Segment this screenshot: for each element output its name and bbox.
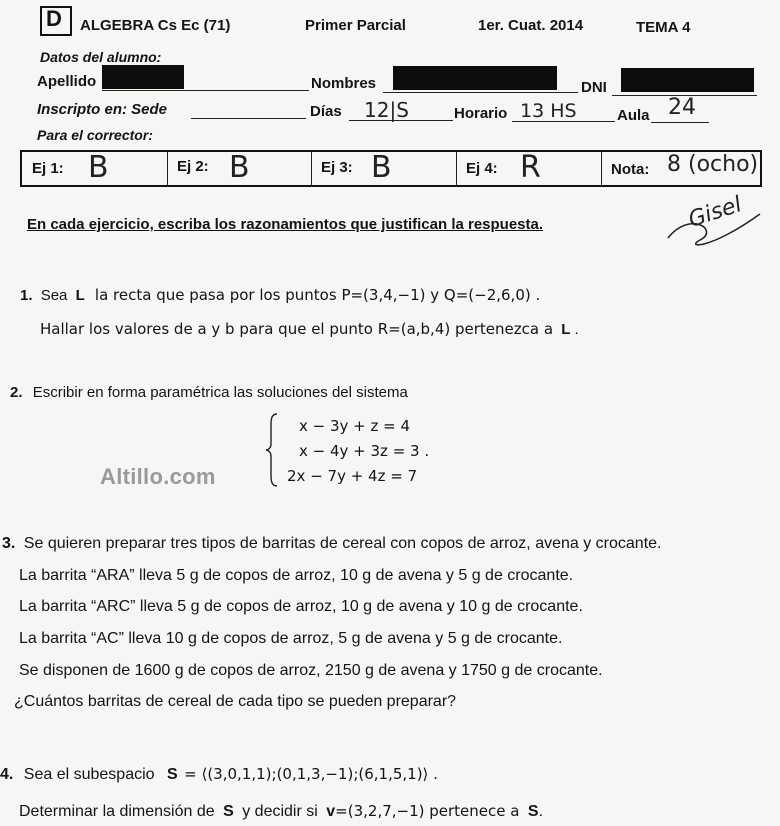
apellido-redaction — [102, 65, 184, 89]
exam-term: 1er. Cuat. 2014 — [478, 17, 584, 34]
exercise-4-text-b: Determinar la dimensión de — [19, 803, 215, 820]
exercise-3 — [2, 535, 661, 553]
exam-name: Primer Parcial — [305, 17, 406, 34]
exercise-4-subspace-symbol: S — [167, 766, 178, 783]
grade-cell-ej3-mark: B — [371, 150, 392, 185]
exercise-2 — [10, 384, 408, 401]
exercise-1-text-d: Hallar los valores de a y b para que el punto R=(a,b,4) pertenezca a — [40, 320, 554, 338]
exercise-4-vector-symbol: v — [326, 803, 336, 820]
nombres-label: Nombres — [311, 75, 377, 92]
exercise-2-number: 2. — [10, 384, 23, 401]
inscripto-label: Inscripto en: Sede — [37, 101, 168, 118]
signature-stroke — [660, 190, 770, 260]
exercise-4-text-a: Sea el subespacio — [23, 766, 155, 783]
dias-label: Días — [310, 103, 342, 120]
exam-tema: TEMA 4 — [636, 19, 691, 36]
exercise-3-line-1: Se quieren preparar tres tipos de barritas de cereal con copos de arroz, avena y crocante. — [23, 535, 662, 552]
dni-label: DNI — [581, 79, 607, 96]
exercise-4-period: . — [538, 803, 544, 820]
grade-cell-ej1 — [22, 152, 168, 185]
horario-label: Horario — [454, 105, 508, 122]
grade-cell-ej4-label: Ej 4: — [466, 160, 498, 177]
system-brace — [264, 412, 280, 488]
grade-cell-nota — [601, 152, 760, 185]
exercise-4-vector-def: =(3,2,7,−1) pertenece a — [335, 802, 520, 820]
exercise-1-text-c: la recta que pasa por los puntos P=(3,4,−1) y Q=(−2,6,0) . — [94, 286, 541, 304]
aula-line — [651, 122, 709, 123]
watermark: Altillo.com — [100, 464, 216, 489]
grade-cell-ej3-label: Ej 3: — [321, 159, 353, 176]
nombres-line — [383, 92, 578, 93]
exercise-1-number: 1. — [20, 287, 33, 304]
exercise-1-line-symbol: L — [75, 287, 85, 304]
apellido-line — [102, 90, 309, 91]
system-equation-2: x − 4y + 3z = 3 . — [299, 442, 430, 460]
exercise-4-subspace-symbol-2: S — [223, 803, 234, 820]
exercise-3-line-6: ¿Cuántos barritas de cereal de cada tipo se pueden preparar? — [14, 693, 457, 710]
exercise-3-line-4: La barrita “AC” lleva 10 g de copos de arroz, 5 g de avena y 5 g de crocante. — [19, 630, 563, 647]
exercise-4 — [0, 765, 438, 784]
exercise-2-text: Escribir en forma paramétrica las soluciones del sistema — [32, 384, 408, 401]
grade-cell-ej2-mark: B — [229, 150, 250, 185]
exercise-1 — [20, 286, 540, 304]
dias-value: 12|S — [364, 98, 409, 122]
corrector-signature: Gisel — [685, 192, 745, 233]
student-section-label: Datos del alumno: — [40, 49, 162, 65]
grade-table — [20, 150, 762, 187]
exercise-4-subspace-def: = ⟨(3,0,1,1);(0,1,3,−1);(6,1,5,1)⟩ . — [184, 765, 438, 783]
exercise-3-line-2: La barrita “ARA” lleva 5 g de copos de arroz, 10 g de avena y 5 g de crocante. — [19, 567, 574, 584]
exercise-1-line2 — [40, 320, 579, 338]
grade-cell-ej2 — [167, 152, 312, 185]
horario-value: 13 HS — [520, 100, 577, 122]
exercise-1-line-symbol-2: L — [561, 321, 571, 338]
exercise-1-text-e: . — [574, 321, 579, 338]
system-equation-1: x − 3y + z = 4 — [299, 417, 411, 435]
corrector-label: Para el corrector: — [37, 127, 153, 143]
exercise-1-text-a: Sea — [40, 287, 68, 304]
apellido-label: Apellido — [37, 73, 97, 90]
exercise-4-line2 — [19, 802, 543, 821]
exercise-3-line-5: Se disponen de 1600 g de copos de arroz, 2150 g de avena y 1750 g de crocante. — [19, 662, 603, 679]
grade-cell-ej1-label: Ej 1: — [32, 160, 64, 177]
aula-label: Aula — [617, 107, 650, 124]
exercise-3-number: 3. — [2, 535, 16, 552]
exercise-3-line-3: La barrita “ARC” lleva 5 g de copos de arroz, 10 g de avena y 10 g de crocante. — [19, 598, 583, 615]
grade-cell-ej4-mark: R — [520, 150, 541, 185]
exam-letter: D — [46, 6, 62, 31]
nombres-redaction — [393, 66, 557, 90]
aula-value: 24 — [668, 95, 696, 120]
course-title: ALGEBRA Cs Ec (71) — [80, 17, 231, 34]
sede-line — [191, 118, 306, 119]
grade-cell-nota-mark: 8 (ocho) — [667, 152, 759, 177]
exercise-4-text-c: y decidir si — [242, 803, 318, 820]
system-equation-3: 2x − 7y + 4z = 7 — [287, 467, 418, 485]
exercise-4-number: 4. — [0, 766, 14, 783]
dni-redaction — [621, 68, 754, 92]
instruction-text: En cada ejercicio, escriba los razonamientos que justifican la respuesta. — [27, 216, 544, 233]
grade-cell-ej2-label: Ej 2: — [177, 158, 209, 175]
grade-cell-ej4 — [456, 152, 602, 185]
grade-cell-ej1-mark: B — [88, 150, 109, 185]
grade-cell-ej3 — [311, 152, 457, 185]
exercise-4-subspace-symbol-3: S — [527, 803, 539, 820]
grade-cell-nota-label: Nota: — [611, 161, 650, 178]
